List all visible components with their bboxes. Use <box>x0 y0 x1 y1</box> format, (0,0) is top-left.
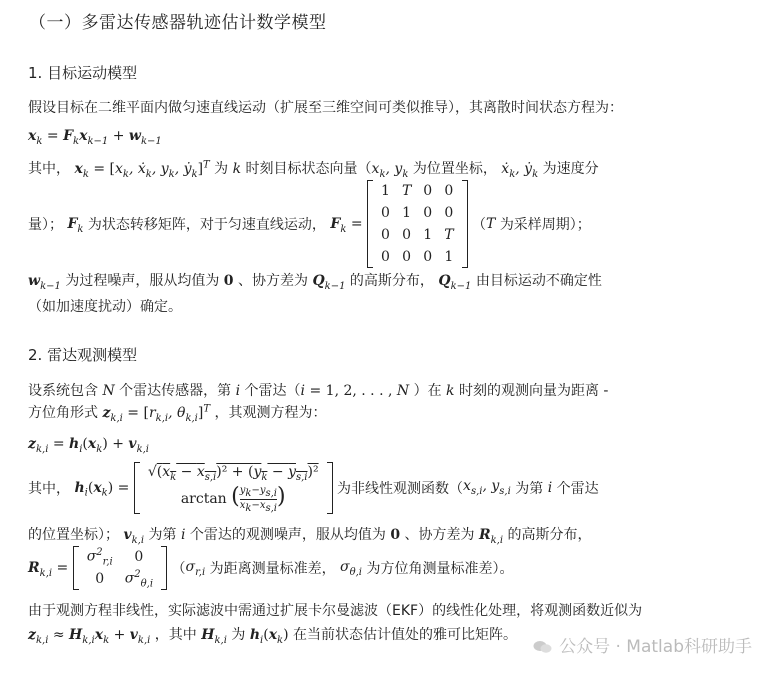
radar-line3: $R_{k,i}$ = $\sigma^2_{r,i}$ 0 0 $\sigma^2_{\theta,i}$ （$\sigma_{r,i}$ 为距离测量标准差， $\sigma_{\theta,i}$ 为方位角测量标准差）。 <box>28 546 514 590</box>
matrix-cell: 0 <box>402 249 412 265</box>
final-line2: $z_{k,i} \approx H_{k,i}x_k + v_{k,i}$ ，其中 $H_{k,i}$ 为 $h_i(x_k)$ 在当前状态估计值处的雅可比矩阵。 <box>28 627 518 646</box>
radar-intro2: 方位角形式 $z_{k,i} = [r_{k,i}$, $\theta_{k,i}]^T$ ，其观测方程为： <box>28 403 327 424</box>
motion-line4: （如加速度扰动）确定。 <box>28 299 182 315</box>
watermark: 公众号 · Matlab科研助手 <box>533 632 752 657</box>
transition-matrix <box>367 180 468 268</box>
radar-line2: 的位置坐标）； $v_{k,i}$ 为第 i 个雷达的观测噪声，服从均值为 0 、协方差为 $R_{k,i}$ 的高斯分布， <box>28 527 592 546</box>
matrix-cell: T <box>444 227 454 243</box>
motion-intro: 假设目标在二维平面内做匀速直线运动（扩展至三维空间可类似推导），其离散时间状态方程为： <box>28 100 623 116</box>
matrix-cell: 0 <box>423 205 433 221</box>
motion-line2: 量）； $F_k$ 为状态转移矩阵，对于匀速直线运动， $F_k$ = 1 T 0 0 0 1 0 0 0 0 1 T 0 0 0 1 （T 为采样周期）； <box>28 180 591 268</box>
radar-heading: 2. 雷达观测模型 <box>28 346 138 364</box>
matrix-cell: 0 <box>423 249 433 265</box>
observation-equation: $z_{k,i} = h_i(x_k) + v_{k,i}$ <box>28 436 149 455</box>
section-title: （一）多雷达传感器轨迹估计数学模型 <box>29 13 327 33</box>
radar-line1: 其中， $h_i(x_k)$ = $√(x_k - x_{s,i})^2 + (y_k - y_{s,i})^2$ arctan ( $y_k-y_{s,i}$ $x_k-x_{s,i}$) 为非线性观测函数（$x_{s,i}$, $y_{s,i}$ 为第 i 个雷达 <box>28 463 599 514</box>
matrix-cell: 0 <box>444 183 454 199</box>
matrix-cell: 0 <box>381 249 390 265</box>
radar-intro: 设系统包含 N 个雷达传感器，第 i 个雷达（i = 1, 2, . . . , N ）在 k 时刻的观测向量为距离 - <box>28 383 609 399</box>
matrix-cell: 1 <box>402 205 412 221</box>
observation-function-matrix: $√(x_k - x_{s,i})^2 + (y_k - y_{s,i})^2$ arctan ( $y_k-y_{s,i}$ $x_k-x_{s,i}$) <box>134 462 333 514</box>
matrix-cell: 0 <box>423 183 433 199</box>
wechat-icon <box>533 640 553 654</box>
matrix-cell: T <box>401 183 412 199</box>
matrix-cell: 0 <box>381 227 390 243</box>
matrix-cell: 1 <box>444 249 454 265</box>
matrix-cell: 1 <box>381 183 390 199</box>
state-equation: $x_k = F_kx_{k-1} + w_{k-1}$ <box>28 128 162 147</box>
matrix-cell: 1 <box>423 227 433 243</box>
final-line1: 由于观测方程非线性，实际滤波中需通过扩展卡尔曼滤波（EKF）的线性化处理，将观测函数近似为 <box>28 603 643 619</box>
motion-line3: $w_{k-1}$ 为过程噪声，服从均值为 0 、协方差为 $Q_{k-1}$ 的高斯分布， $Q_{k-1}$ 由目标运动不确定性 <box>28 273 602 292</box>
covariance-matrix: $\sigma^2_{r,i}$ 0 0 $\sigma^2_{\theta,i}$ <box>73 546 167 590</box>
matrix-cell: 0 <box>444 205 454 221</box>
matrix-cell: 0 <box>381 205 390 221</box>
motion-heading: 1. 目标运动模型 <box>28 64 138 82</box>
motion-line1: 其中， $x_k = [x_k$, ẋ$_k$, $y_k$, ẏ$_k$]$^T$ 为 k 时刻目标状态向量（$x_k$, $y_k$ 为位置坐标， ẋ$_k$, ẏ$_k$ 为速度分 <box>28 159 599 180</box>
matrix-cell: 0 <box>402 227 412 243</box>
